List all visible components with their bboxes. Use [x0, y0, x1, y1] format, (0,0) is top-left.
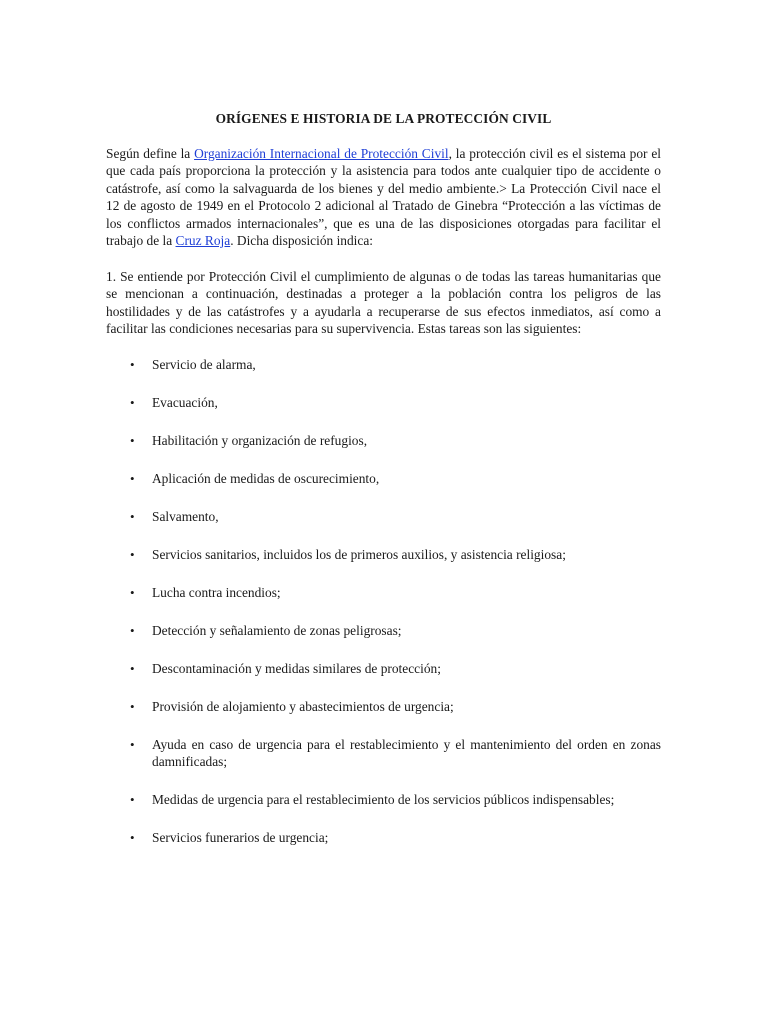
document-title: ORÍGENES E HISTORIA DE LA PROTECCIÓN CIVIL	[215, 111, 552, 126]
list-item	[106, 356, 661, 374]
list-item	[106, 432, 661, 450]
list-item-text: Descontaminación y medidas similares de protección;	[152, 660, 441, 676]
bullet-icon: •	[130, 356, 135, 372]
list-item	[106, 829, 661, 847]
list-item-text: Evacuación,	[152, 394, 218, 410]
list-item	[106, 660, 661, 678]
definition-paragraph: 1. Se entiende por Protección Civil el cumplimiento de algunas o de todas las tareas humanitarias que se mencionan a continuación, destinadas a proteger a la población contra los peligros de las hostilidades y de las catástrofes y a ayudarla a recuperarse de sus efectos inmediatos, así como a facilitar las condiciones necesarias para su supervivencia. Estas tareas son las siguientes:	[106, 268, 661, 336]
list-item-text: Habilitación y organización de refugios,	[152, 432, 368, 448]
list-item	[106, 470, 661, 488]
list-item-text: Servicio de alarma,	[152, 356, 256, 372]
bullet-icon: •	[130, 830, 135, 845]
bullet-icon: •	[130, 470, 135, 486]
list-item-text: Ayuda en caso de urgencia para el restablecimiento y el mantenimiento del orden en zonas damnificadas;	[152, 736, 661, 769]
tasks-list	[106, 356, 661, 847]
intro-text-2: , la protección civil es el sistema por el que cada país proporciona la protección y la asistencia para todos ante cualquier tipo de accidente o catástrofe, así como la salvaguarda de los bienes y del medio ambiente.> La Protección Civil nace el 12 de agosto de 1949 en el Protocolo 2 adicional al Tratado de Ginebra “Protección a las víctimas de los conflictos armados internacionales”, que es una de las disposiciones otorgadas para facilitar el trabajo de la	[106, 145, 662, 248]
list-item	[106, 791, 661, 809]
document-page	[106, 110, 661, 867]
intro-text-3: . Dicha disposición indica:	[230, 233, 374, 248]
bullet-icon: •	[130, 698, 135, 714]
list-item-text: Detección y señalamiento de zonas peligrosas;	[152, 622, 402, 638]
bullet-icon: •	[130, 432, 135, 448]
list-item	[106, 736, 661, 771]
intro-paragraph	[106, 145, 661, 250]
list-item-text: Servicios funerarios de urgencia;	[152, 830, 329, 845]
list-item-text: Provisión de alojamiento y abastecimientos de urgencia;	[152, 698, 454, 714]
cruz-roja-link[interactable]: Cruz Roja	[175, 233, 231, 248]
list-item	[106, 394, 661, 412]
bullet-icon: •	[130, 736, 135, 752]
list-item	[106, 508, 661, 526]
list-item	[106, 698, 661, 716]
list-item	[106, 546, 661, 564]
bullet-icon: •	[130, 508, 135, 524]
list-item	[106, 622, 661, 640]
list-item-text: Salvamento,	[152, 508, 219, 524]
list-item-text: Aplicación de medidas de oscurecimiento,	[152, 470, 380, 486]
bullet-icon: •	[130, 584, 135, 600]
list-item-text: Lucha contra incendios;	[152, 584, 281, 600]
bullet-icon: •	[130, 622, 135, 638]
list-item-text: Servicios sanitarios, incluidos los de primeros auxilios, y asistencia religiosa;	[152, 546, 566, 562]
bullet-icon: •	[130, 660, 135, 676]
intro-text-1: Según define la	[106, 145, 195, 161]
bullet-icon: •	[130, 792, 135, 807]
list-item	[106, 584, 661, 602]
bullet-icon: •	[130, 546, 135, 562]
bullet-icon: •	[130, 394, 135, 410]
list-item-text: Medidas de urgencia para el restablecimiento de los servicios públicos indispensables;	[152, 792, 615, 807]
oipc-link[interactable]: Organización Internacional de Protección Civil	[194, 145, 449, 161]
